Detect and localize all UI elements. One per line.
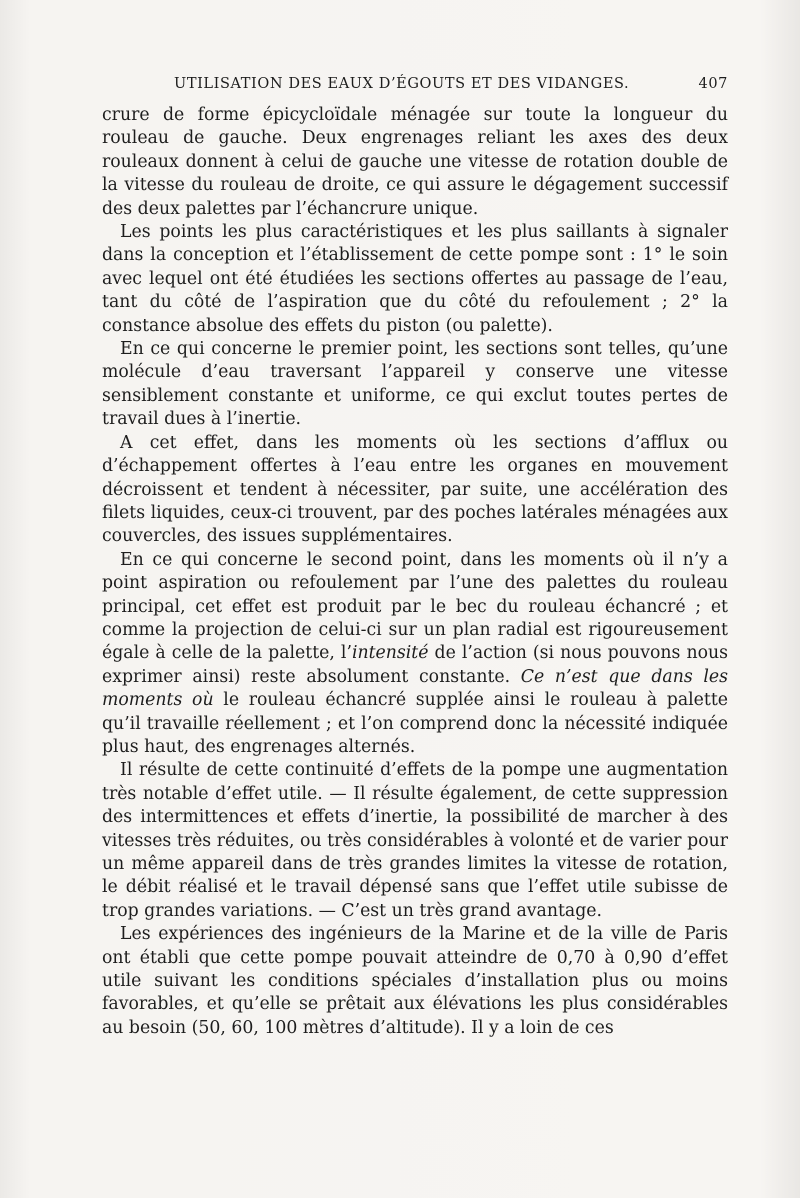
paragraph-7: Les expériences des ingénieurs de la Marine et de la ville de Paris ont établi que cette pompe pouvait atteindre de 0,70 à 0,90 d’effet utile suivant les conditions spéciales d’installation plus ou moins favorables, et qu’elle se prêtait aux élévations les plus considérables au besoin (50, 60, 100 mètres d’altitude). Il y a loin de ces bbox=[102, 924, 728, 1038]
paragraph-5-emphasis-b: Ce n’est que dans les moments où bbox=[102, 666, 728, 711]
paragraph-5-part-a: En ce qui concerne le second point, dans les moments où il n’y a point aspiration ou refoulement par l’une des palettes du rouleau principal, cet effet est produit par le bec du rouleau échancré ; et comme la projection de celui-ci sur un plan radial est rigoureusement égale à celle de la palette, l’ bbox=[102, 549, 728, 664]
paragraph-4: A cet effet, dans les moments où les sections d’afflux ou d’échappement offertes à l’eau entre les organes en mouvement décroissent et tendent à nécessiter, par suite, une accélération des filets liquides, ceux-ci trouvent, par des poches latérales ménagées aux couvercles, des issues supplémentaires. bbox=[102, 432, 728, 547]
page-number: 407 bbox=[698, 76, 728, 92]
paragraph-5-part-b: de l’action (si nous pouvons nous exprimer ainsi) reste absolument constante. bbox=[102, 643, 728, 687]
running-title: UTILISATION DES EAUX D’ÉGOUTS ET DES VIDANGES. bbox=[174, 76, 630, 92]
paragraph-5-emphasis-a: intensité bbox=[351, 643, 429, 664]
paragraph-2: Les points les plus caractéristiques et les plus saillants à signaler dans la conception et l’établissement de cette pompe sont : 1° le soin avec lequel ont été étudiées les sections offertes au passage de l’eau, tant du côté de l’aspiration que du côté du refoulement ; 2° la constance absolue des effets du piston (ou palette). bbox=[102, 222, 728, 336]
text-body bbox=[102, 104, 728, 1040]
paragraph-5 bbox=[102, 549, 728, 760]
paragraph-3: En ce qui concerne le premier point, les sections sont telles, qu’une molécule d’eau traversant l’appareil y conserve une vitesse sensiblement constante et uniforme, ce qui exclut toutes pertes de travail dues à l’inertie. bbox=[102, 339, 728, 430]
paragraph-6: Il résulte de cette continuité d’effets de la pompe une augmentation très notable d’effet utile. — Il résulte également, de cette suppression des intermittences et effets d’inertie, la possibilité de marcher à des vitesses très réduites, ou très considérables à volonté et de varier pour un même appareil dans de très grandes limites la vitesse de rotation, le débit réalisé et le travail dépensé sans que l’effet utile subisse de trop grandes variations. — C’est un très grand avantage. bbox=[102, 760, 728, 921]
paragraph-5-part-c: le rouleau échancré supplée ainsi le rouleau à palette qu’il travaille réellement ; et l’on comprend donc la nécessité indiquée plus haut, des engrenages alternés. bbox=[102, 690, 729, 757]
paragraph-1: crure de forme épicycloïdale ménagée sur toute la longueur du rouleau de gauche. Deux engrenages reliant les axes des deux rouleaux donnent à celui de gauche une vitesse de rotation double de la vitesse du rouleau de droite, ce qui assure le dégagement successif des deux palettes par l’échancrure unique. bbox=[102, 105, 728, 219]
running-header bbox=[106, 76, 728, 100]
